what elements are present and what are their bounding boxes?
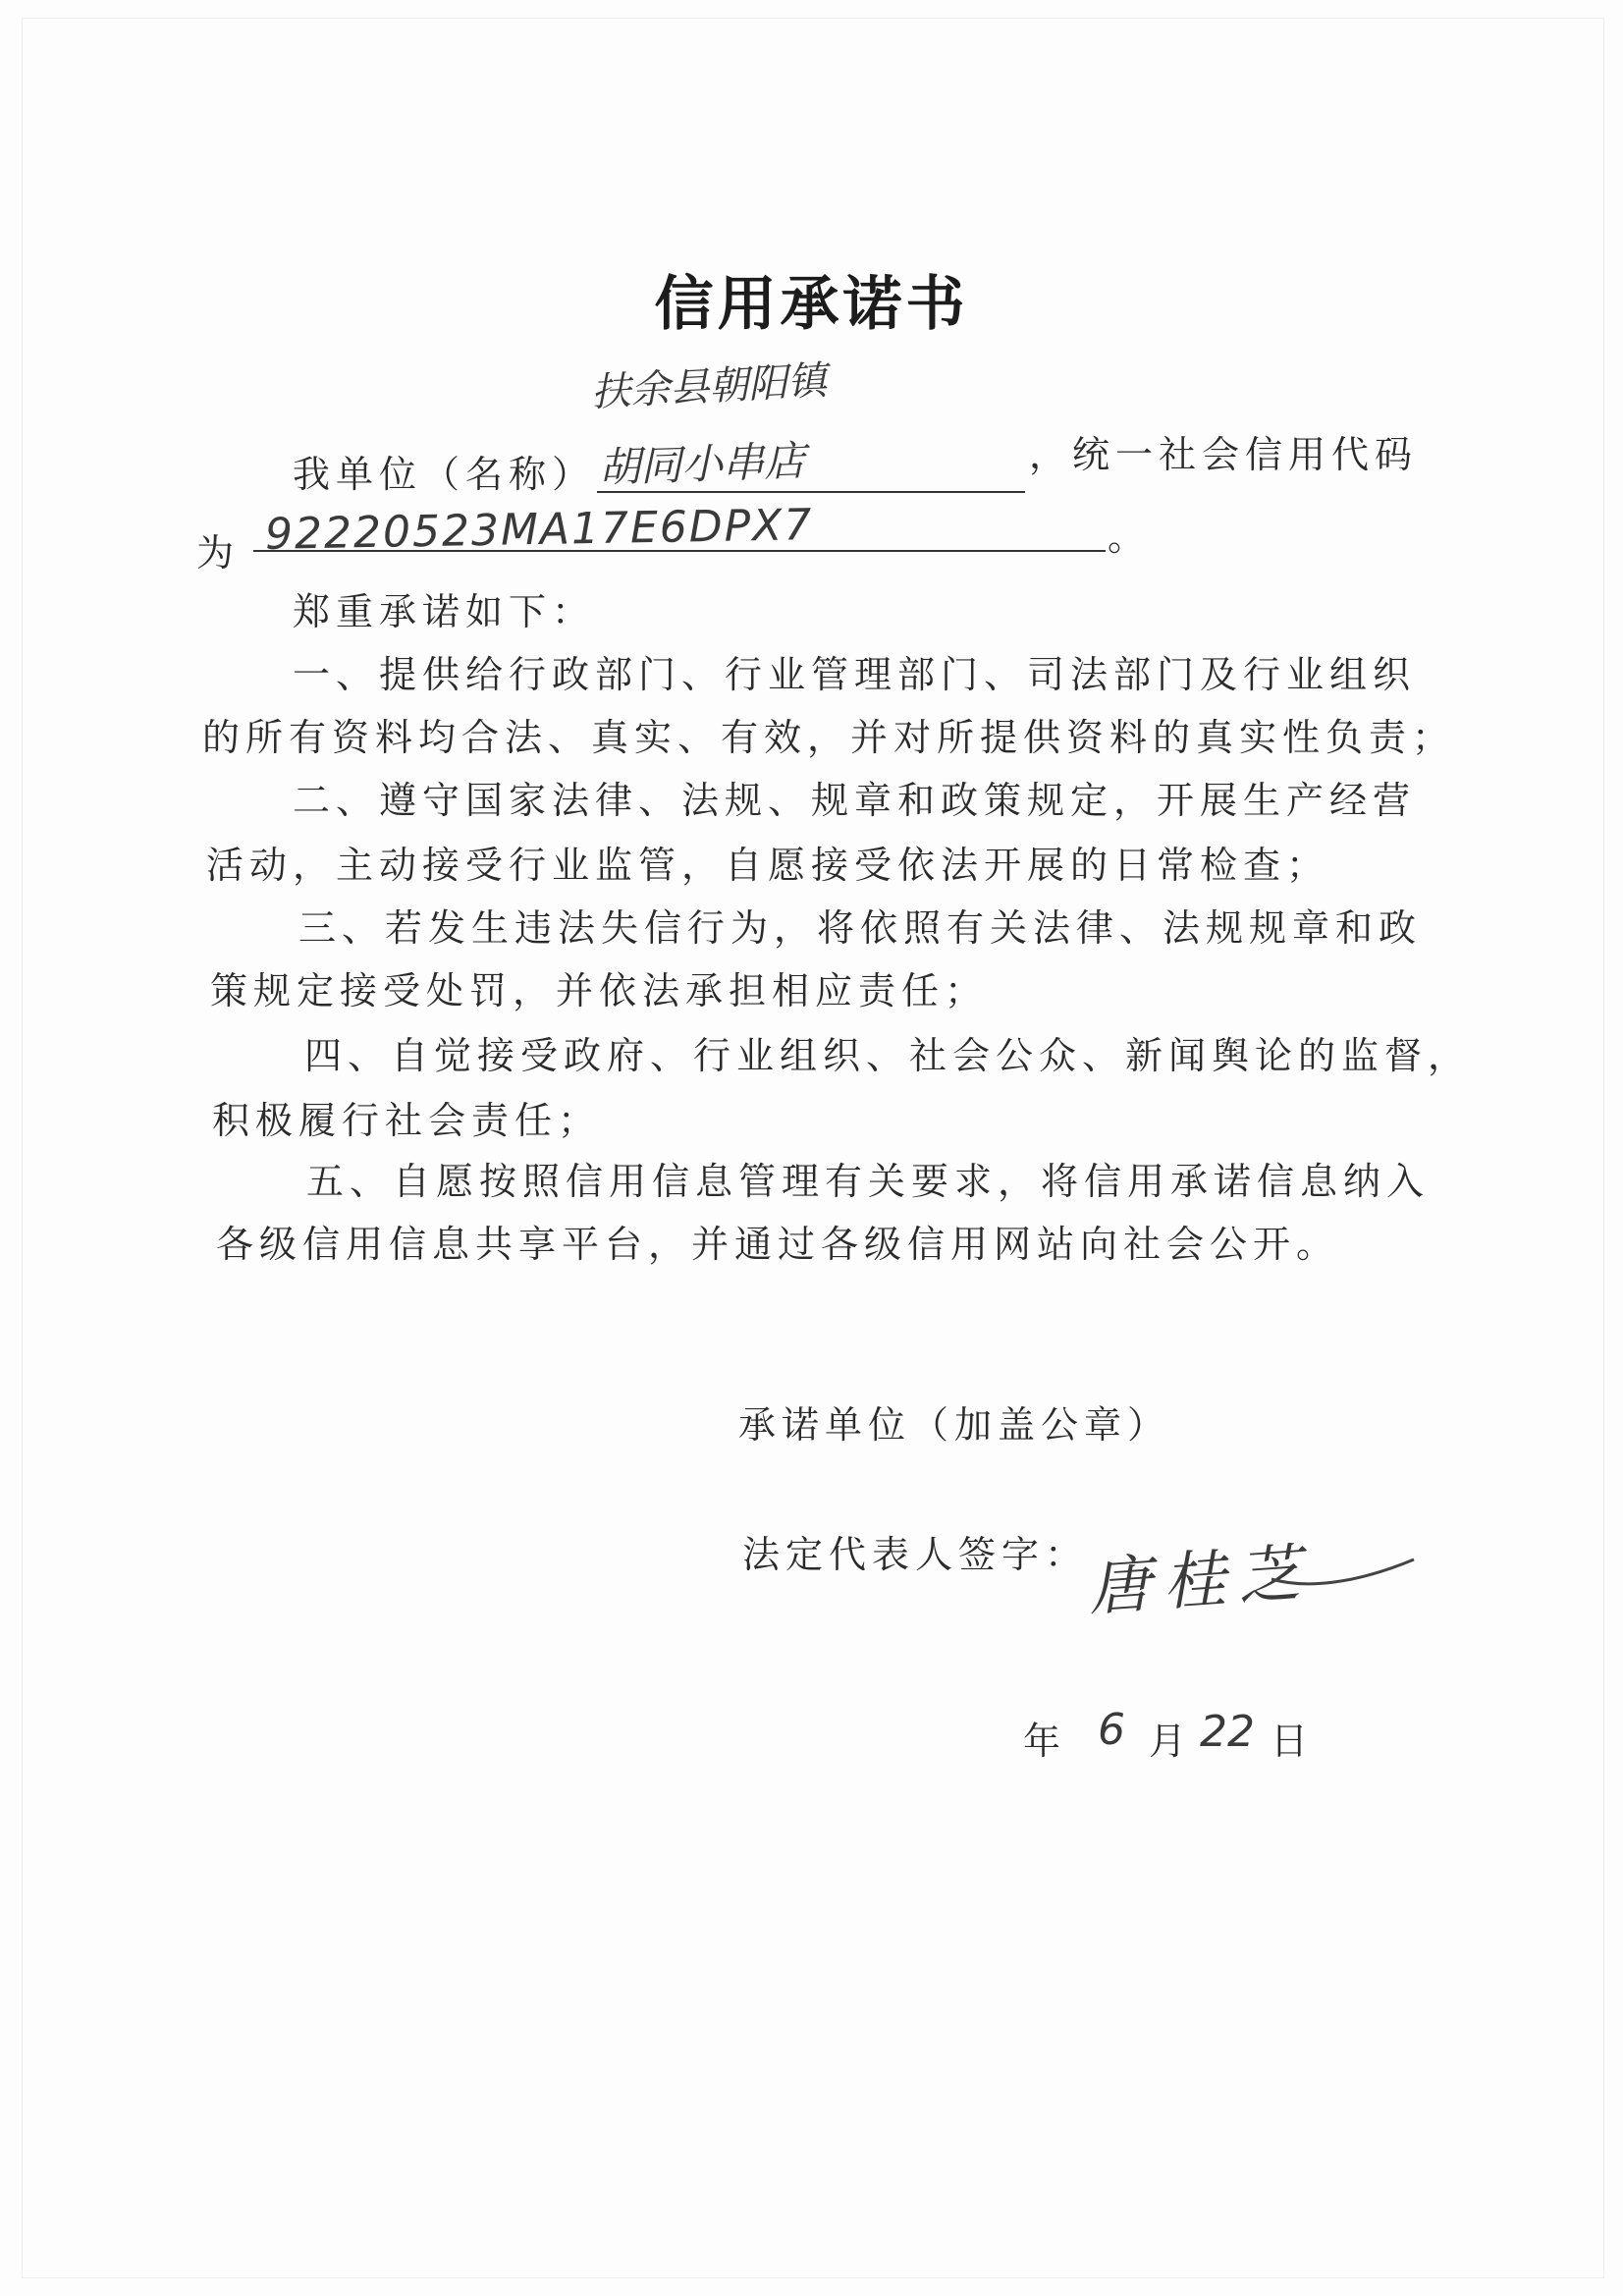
signature-label: 法定代表人签字： [742,1533,1089,1576]
date-day: 日 [1271,1720,1315,1763]
handwritten-unit-name: 胡同小串店 [598,436,806,492]
document-title: 信用承诺书 [654,270,969,339]
item-1-line-2: 的所有资料均合法、真实、有效，并对所提供资料的真实性负责； [202,716,1456,759]
handwritten-location: 扶余县朝阳镇 [590,357,829,416]
code-prefix: 为 [196,531,241,574]
item-3-line-1: 三、若发生违法失信行为，将依照有关法律、法规规章和政 [298,906,1423,950]
date-year: 年 [1023,1720,1067,1763]
handwritten-signature: 唐桂芝 [1086,1537,1315,1625]
item-5-line-1: 五、自愿按照信用信息管理有关要求，将信用承诺信息纳入 [306,1160,1431,1203]
seal-label: 承诺单位（加盖公章） [738,1403,1171,1447]
name-underline [597,491,1025,493]
handwritten-credit-code: 92220523MA17E6DPX7 [264,500,814,560]
item-3-line-2: 策规定接受处罚，并依法承担相应责任； [210,969,989,1012]
item-2-line-2: 活动，主动接受行业监管，自愿接受依法开展的日常检查； [206,844,1330,887]
item-2-line-1: 二、遵守国家法律、法规、规章和政策规定，开展生产经营 [293,779,1417,822]
item-1-line-1: 一、提供给行政部门、行业管理部门、司法部门及行业组织 [293,653,1417,696]
pledge-heading: 郑重承诺如下： [293,590,596,633]
code-underline [253,550,1106,552]
date-month: 月 [1149,1720,1193,1763]
item-4-line-1: 四、自觉接受政府、行业组织、社会公众、新闻舆论的监督， [304,1034,1472,1077]
item-5-line-2: 各级信用信息共享平台，并通过各级信用网站向社会公开。 [216,1223,1340,1266]
code-suffix: 。 [1108,516,1152,559]
intro-suffix: ，统一社会信用代码 [1029,433,1419,476]
item-4-line-2: 积极履行社会责任； [212,1099,602,1142]
signature-flourish [1267,1540,1424,1599]
intro-prefix: 我单位（名称） [293,453,596,496]
handwritten-day: 22 [1200,1707,1255,1757]
handwritten-month: 6 [1098,1705,1125,1755]
